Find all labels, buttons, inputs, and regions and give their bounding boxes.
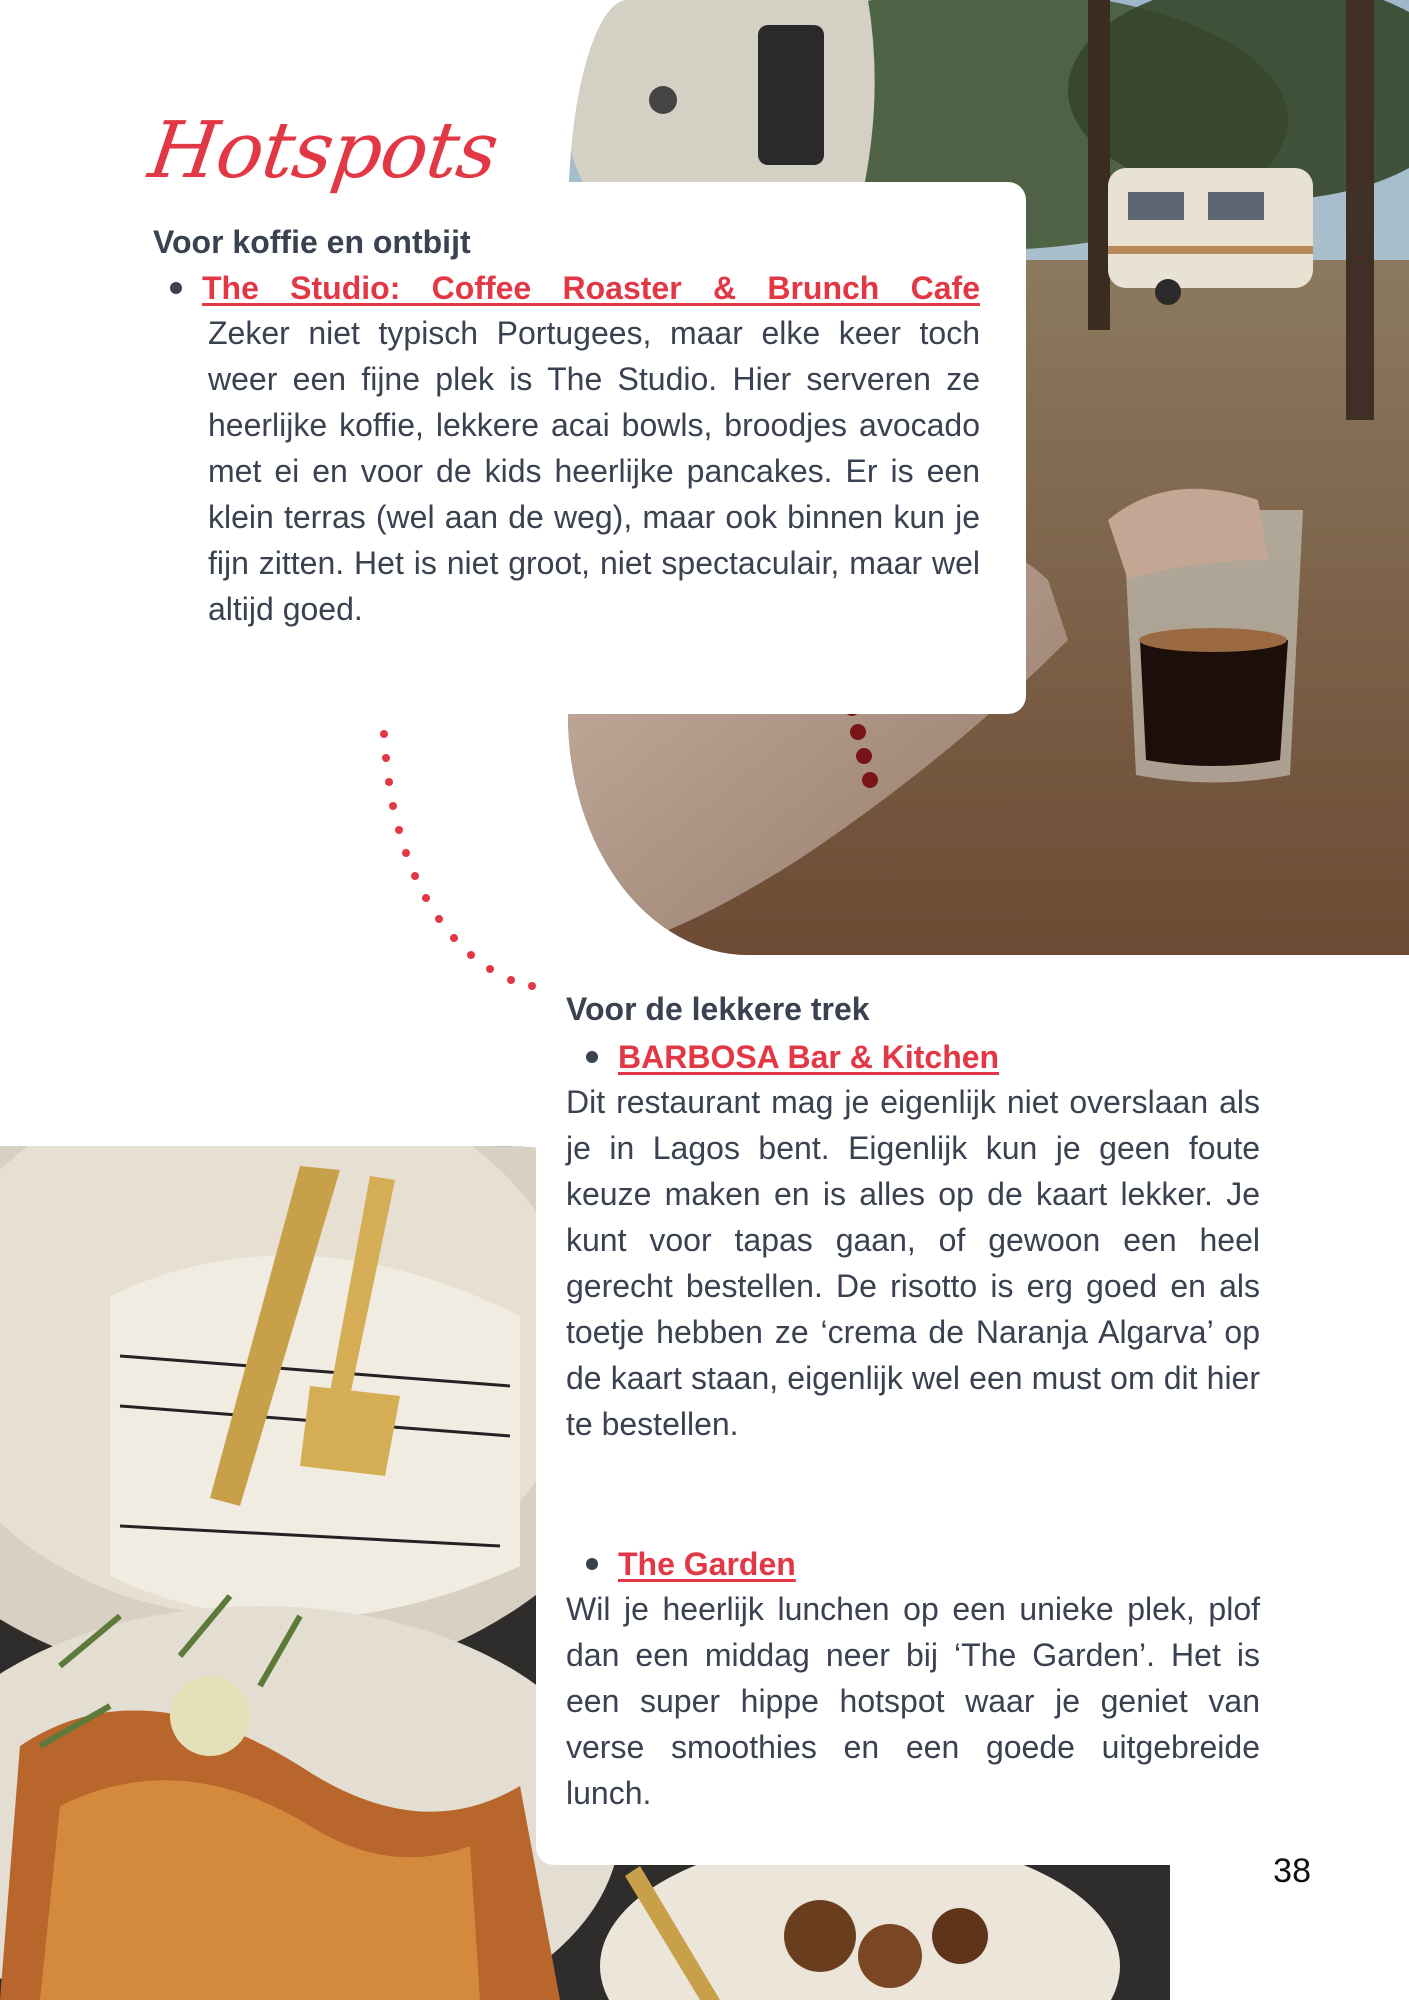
item-description: Wil je heerlijk lunchen op een unieke plek, plof dan een middag neer bij ‘The Garden’. Het is een super hippe hotspot waar je geniet van verse smoothies en een goede uitgebreide lunch. — [566, 1591, 1260, 1811]
page-title: Hotspots — [143, 106, 503, 196]
link-label: The Studio: Coffee Roaster & Brunch Cafe — [202, 270, 980, 306]
list-item-barbosa — [566, 1035, 1260, 1447]
list-item-the-studio — [170, 266, 980, 632]
link-the-studio[interactable] — [170, 266, 980, 310]
link-label: BARBOSA Bar & Kitchen — [618, 1039, 1000, 1075]
item-description: Zeker niet typisch Portugees, maar elke keer toch weer een fijne plek is The Studio. Hier serveren ze heerlijke koffie, lekkere acai bowls, broodjes avocado met ei en voor de kids heerlijke pancakes. Er is een klein terras (wel aan de weg), maar ook binnen kun je fijn zitten. Het is niet groot, niet spectaculair, maar wel altijd goed. — [208, 315, 980, 627]
link-the-garden[interactable] — [566, 1542, 1260, 1586]
link-label: The Garden — [618, 1546, 796, 1582]
bullet-icon — [170, 282, 182, 294]
list-item-the-garden — [566, 1542, 1260, 1816]
bullet-icon — [586, 1558, 598, 1570]
item-description: Dit restaurant mag je eigenlijk niet overslaan als je in Lagos bent. Eigenlijk kun je geen foute keuze maken en is alles op de kaart lekker. Je kunt voor tapas gaan, of gewoon een heel gerecht bestellen. De risotto is erg goed en als toetje hebben ze ‘crema de Naranja Algarva’ op de kaart staan, eigenlijk wel een must om dit hier te bestellen. — [566, 1084, 1260, 1442]
section-heading-breakfast: Voor koffie en ontbijt — [153, 224, 471, 260]
section-heading-lunch: Voor de lekkere trek — [566, 991, 870, 1027]
dotted-connector — [360, 720, 550, 990]
page-number: 38 — [1273, 1852, 1311, 1890]
link-barbosa[interactable] — [566, 1035, 1260, 1079]
bullet-icon — [586, 1051, 598, 1063]
